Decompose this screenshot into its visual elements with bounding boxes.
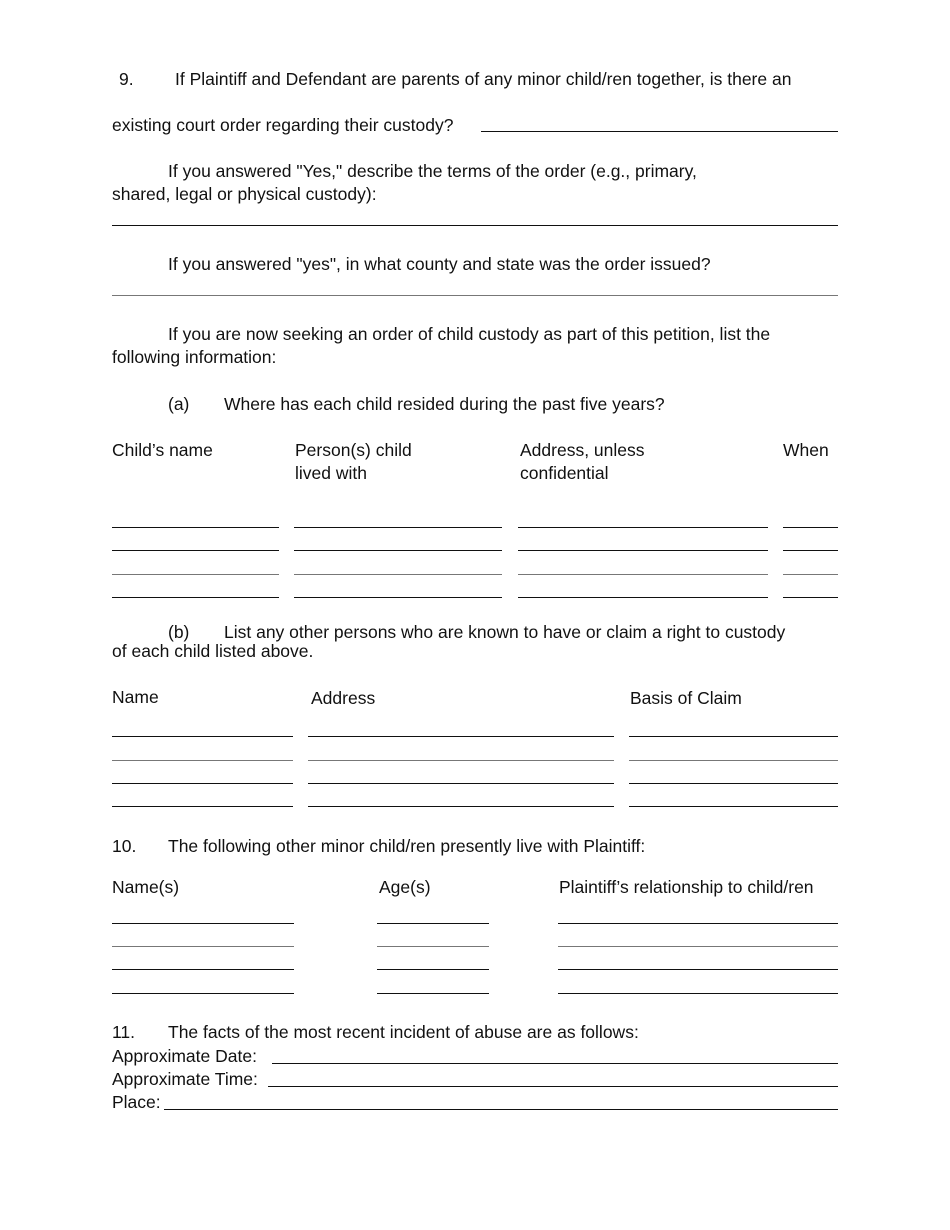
order-county-answer-input[interactable]	[114, 273, 836, 295]
header-name: Name	[112, 687, 159, 707]
other-child-relationship-line[interactable]	[558, 969, 838, 970]
q9-question-line2: existing court order regarding their custody?	[112, 115, 454, 135]
other-child-relationship-line[interactable]	[558, 923, 838, 924]
other-child-name-line[interactable]	[112, 923, 294, 924]
residence-child-name-line[interactable]	[112, 550, 279, 551]
order-terms-prompt-line1: If you answered "Yes," describe the terms of the order (e.g., primary,	[168, 161, 697, 181]
approximate-time-label: Approximate Time:	[112, 1069, 258, 1089]
claimant-basis-line[interactable]	[629, 783, 838, 784]
residence-child-name-line[interactable]	[112, 527, 279, 528]
other-child-name-line[interactable]	[112, 946, 294, 947]
residence-lived-with-line[interactable]	[294, 597, 502, 598]
other-child-age-line[interactable]	[377, 923, 489, 924]
header-basis-of-claim: Basis of Claim	[630, 688, 742, 708]
other-child-name-line[interactable]	[112, 993, 294, 994]
residence-address-line[interactable]	[518, 597, 768, 598]
place-label: Place:	[112, 1092, 161, 1112]
approximate-time-input[interactable]	[270, 1065, 836, 1087]
residence-when-line[interactable]	[783, 597, 838, 598]
claimant-name-line[interactable]	[112, 806, 293, 807]
subsection-b-text-line2: of each child listed above.	[112, 641, 314, 661]
header-ages: Age(s)	[379, 877, 431, 897]
q11-number: 11.	[112, 1022, 136, 1042]
other-child-relationship-line[interactable]	[558, 993, 838, 994]
q11-question: The facts of the most recent incident of abuse are as follows:	[168, 1022, 639, 1042]
place-input[interactable]	[166, 1088, 836, 1110]
other-child-age-line[interactable]	[377, 969, 489, 970]
seeking-custody-prompt-line1: If you are now seeking an order of child custody as part of this petition, list the	[168, 324, 771, 344]
other-child-relationship-line[interactable]	[558, 946, 838, 947]
residence-child-name-line[interactable]	[112, 574, 279, 575]
order-terms-answer-input[interactable]	[114, 204, 836, 226]
approximate-date-input[interactable]	[274, 1042, 836, 1064]
residence-address-line[interactable]	[518, 527, 768, 528]
residence-child-name-line[interactable]	[112, 597, 279, 598]
other-child-age-line[interactable]	[377, 993, 489, 994]
header-address-line2: confidential	[520, 463, 609, 483]
header-address-line1: Address, unless	[520, 440, 645, 460]
residence-when-line[interactable]	[783, 574, 838, 575]
subsection-a-text: Where has each child resided during the past five years?	[224, 394, 665, 414]
claimant-address-line[interactable]	[308, 806, 614, 807]
claimant-basis-line[interactable]	[629, 806, 838, 807]
claimant-address-line[interactable]	[308, 760, 614, 761]
subsection-a-label: (a)	[168, 394, 190, 414]
header-names: Name(s)	[112, 877, 180, 897]
other-child-name-line[interactable]	[112, 969, 294, 970]
q10-number: 10.	[112, 836, 137, 856]
claimant-address-line[interactable]	[308, 783, 614, 784]
claimant-address-line[interactable]	[308, 736, 614, 737]
residence-lived-with-line[interactable]	[294, 550, 502, 551]
header-lived-with-line1: Person(s) child	[295, 440, 412, 460]
custody-order-answer-input[interactable]	[483, 110, 836, 132]
claimant-basis-line[interactable]	[629, 760, 838, 761]
approximate-date-label: Approximate Date:	[112, 1046, 257, 1066]
q9-question-line1: If Plaintiff and Defendant are parents of any minor child/ren together, is there an	[175, 69, 792, 89]
claimant-basis-line[interactable]	[629, 736, 838, 737]
header-relationship: Plaintiff’s relationship to child/ren	[559, 877, 814, 897]
seeking-custody-prompt-line2: following information:	[112, 347, 277, 367]
q10-question: The following other minor child/ren presently live with Plaintiff:	[168, 836, 646, 856]
q9-number: 9.	[119, 69, 134, 89]
subsection-b-text: List any other persons who are known to have or claim a right to custody	[224, 622, 786, 642]
residence-address-line[interactable]	[518, 550, 768, 551]
claimant-name-line[interactable]	[112, 760, 293, 761]
residence-address-line[interactable]	[518, 574, 768, 575]
claimant-name-line[interactable]	[112, 736, 293, 737]
order-county-prompt: If you answered "yes", in what county and state was the order issued?	[168, 254, 711, 274]
header-claimant-address: Address	[311, 688, 376, 708]
claimant-name-line[interactable]	[112, 783, 293, 784]
residence-when-line[interactable]	[783, 527, 838, 528]
other-child-age-line[interactable]	[377, 946, 489, 947]
header-when: When	[783, 440, 829, 460]
residence-lived-with-line[interactable]	[294, 527, 502, 528]
order-county-answer-line[interactable]	[112, 295, 838, 296]
residence-lived-with-line[interactable]	[294, 574, 502, 575]
subsection-b-label: (b)	[168, 622, 190, 642]
header-lived-with-line2: lived with	[295, 463, 367, 483]
order-terms-prompt-line2: shared, legal or physical custody):	[112, 184, 377, 204]
header-childs-name: Child’s name	[112, 440, 213, 460]
residence-when-line[interactable]	[783, 550, 838, 551]
